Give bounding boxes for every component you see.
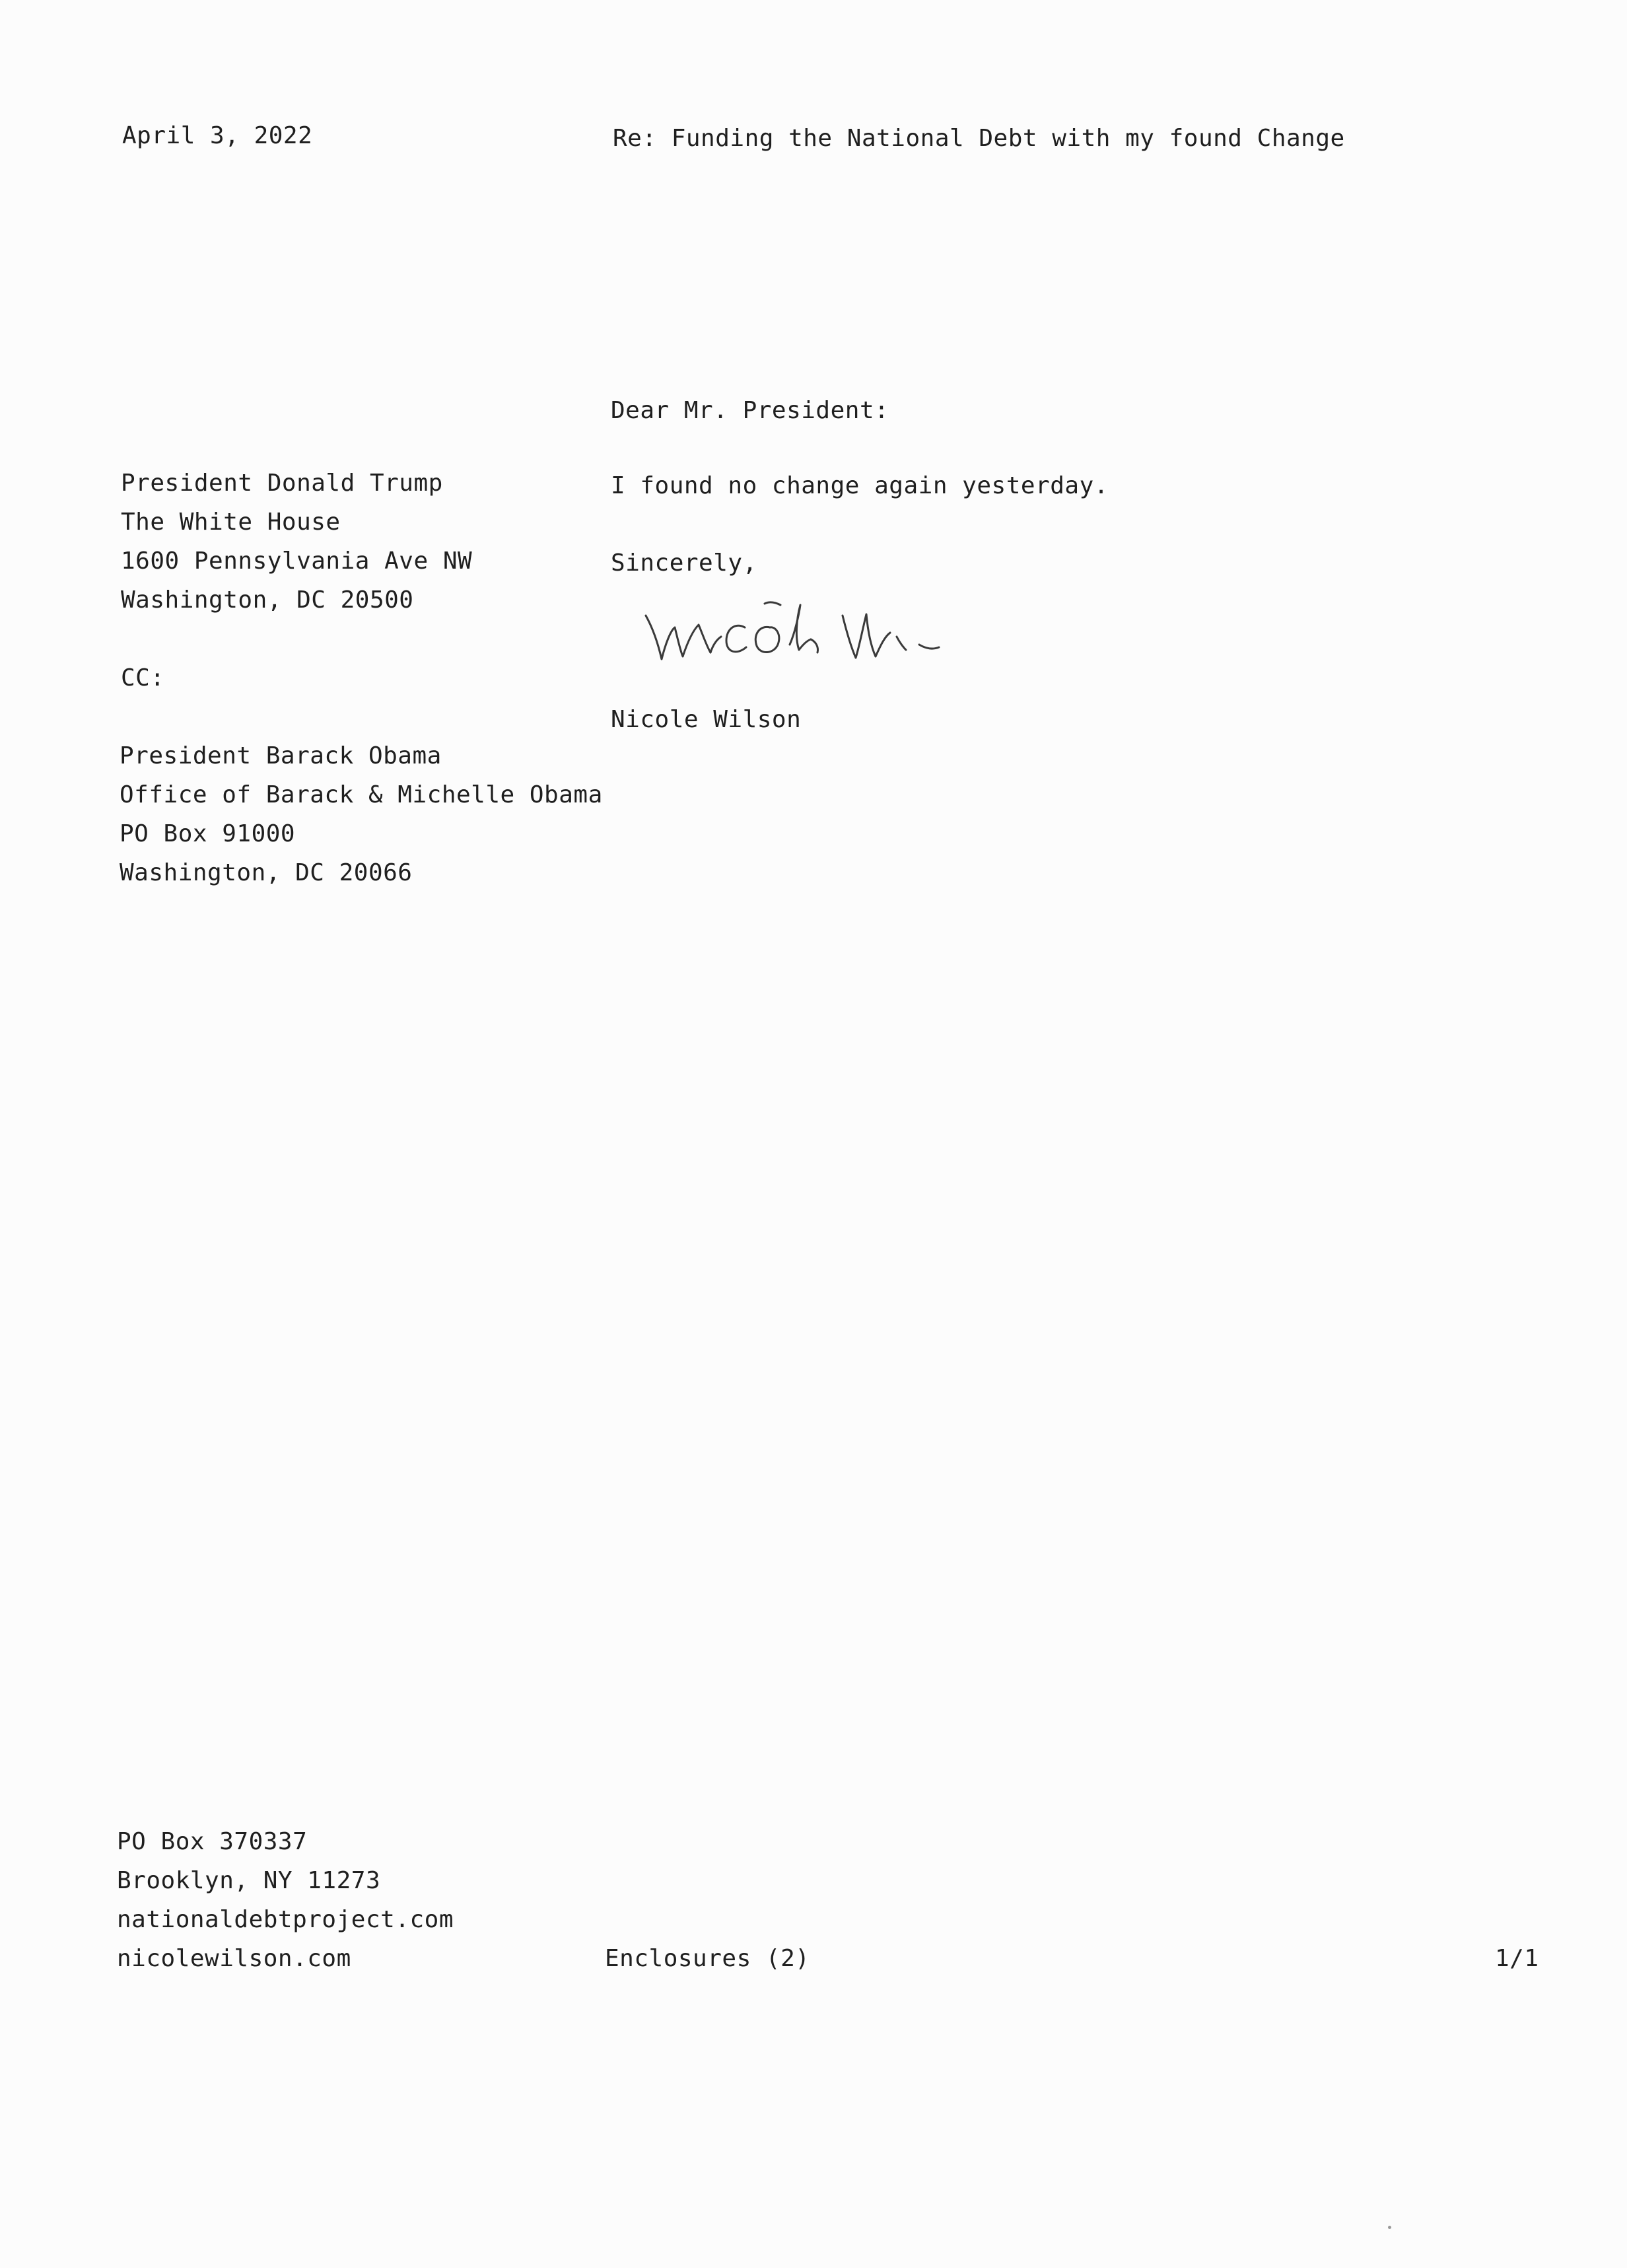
handwritten-signature <box>634 581 990 680</box>
salutation: Dear Mr. President: <box>611 397 889 424</box>
letter-body: I found no change again yesterday. <box>611 472 1109 499</box>
cc-line: Washington, DC 20066 <box>120 859 413 886</box>
cc-line: President Barack Obama <box>120 742 442 769</box>
letter-date: April 3, 2022 <box>122 122 313 149</box>
sender-address <box>117 1822 454 1978</box>
recipient-line: The White House <box>121 509 341 536</box>
signer-name: Nicole Wilson <box>611 706 802 733</box>
recipient-address <box>121 464 472 620</box>
scan-speck <box>1388 2226 1391 2229</box>
cc-line: PO Box 91000 <box>120 820 296 847</box>
closing: Sincerely, <box>611 549 757 577</box>
enclosures-note: Enclosures (2) <box>605 1945 810 1972</box>
sender-address-line: PO Box 370337 <box>117 1828 308 1855</box>
cc-line: Office of Barack & Michelle Obama <box>120 781 603 808</box>
page-number: 1/1 <box>1495 1945 1539 1972</box>
cc-address <box>120 736 603 892</box>
letter-subject: Re: Funding the National Debt with my found Change <box>613 125 1345 152</box>
sender-website-link: nicolewilson.com <box>117 1945 351 1972</box>
recipient-line: 1600 Pennsylvania Ave NW <box>121 548 473 575</box>
sender-address-line: Brooklyn, NY 11273 <box>117 1867 381 1894</box>
cc-label: CC: <box>121 664 165 691</box>
recipient-line: President Donald Trump <box>121 470 443 497</box>
recipient-line: Washington, DC 20500 <box>121 586 414 614</box>
sender-website-link: nationaldebtproject.com <box>117 1906 454 1933</box>
